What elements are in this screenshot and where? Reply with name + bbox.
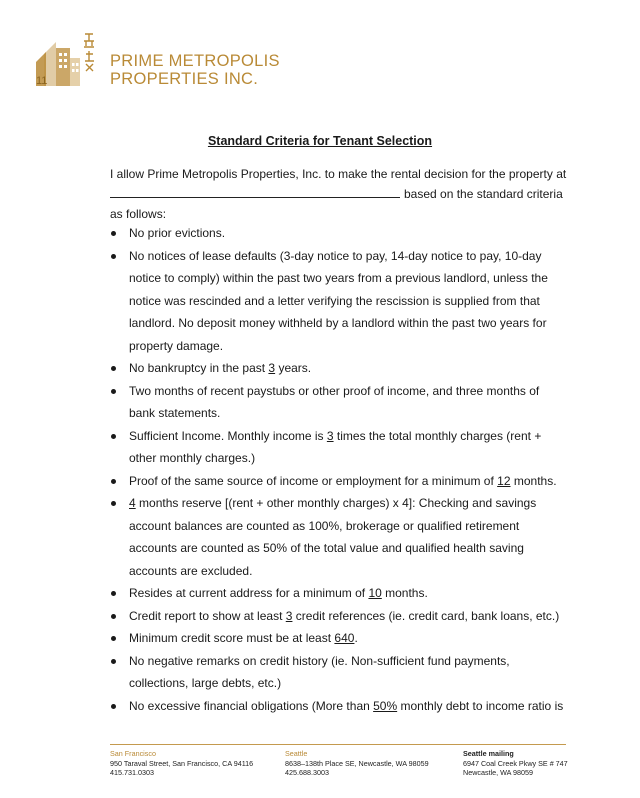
office-address: 8638–138th Place SE, Newcastle, WA 98059 — [285, 758, 429, 768]
criteria-text: No negative remarks on credit history (ie. Non-sufficient fund payments, collections, large debts, etc.) — [129, 653, 510, 690]
office-address: 950 Taraval Street, San Francisco, CA 94116 — [110, 758, 254, 768]
criteria-text: Minimum credit score must be at least — [129, 631, 335, 645]
criteria-text: Proof of the same source of income or employment for a minimum of — [129, 473, 498, 488]
criteria-list — [110, 222, 565, 717]
criteria-text: credit references (ie. credit card, bank loans, etc.) — [292, 608, 560, 623]
criteria-text: No prior evictions. — [129, 226, 226, 240]
criteria-item — [110, 357, 565, 380]
criteria-text: No bankruptcy in the past — [129, 361, 269, 375]
intro-after-blank: based on the standard criteria — [404, 187, 563, 201]
mailing-line-2: Newcastle, WA 98059 — [463, 768, 534, 777]
bankruptcy-years: 3 — [268, 361, 276, 375]
document-title: Standard Criteria for Tenant Selection — [207, 134, 433, 148]
svg-text:11: 11 — [36, 75, 48, 87]
criteria-item — [110, 222, 565, 245]
criteria-text: Two months of recent paystubs or other proof of income, and three months of bank statements. — [129, 383, 540, 420]
footer-divider — [110, 744, 566, 745]
criteria-item — [110, 627, 565, 650]
criteria-text: months. — [510, 473, 557, 488]
employment-months: 12 — [497, 473, 511, 488]
mailing-label: Seattle mailing — [463, 749, 514, 758]
criteria-text: Credit report to show at least — [129, 608, 286, 623]
criteria-text: years. — [275, 361, 312, 375]
criteria-text: times the total monthly charges (rent + other monthly charges.) — [129, 428, 542, 465]
criteria-item — [110, 380, 565, 425]
residence-months: 10 — [368, 586, 382, 600]
criteria-text: monthly debt to income ratio is — [397, 698, 564, 713]
income-multiple: 3 — [326, 428, 334, 443]
intro-line-2 — [110, 184, 570, 204]
criteria-item — [110, 245, 565, 358]
criteria-text: . — [354, 631, 358, 645]
intro-paragraph — [110, 164, 570, 224]
office-phone: 425.688.3003 — [285, 768, 329, 777]
letterhead — [30, 28, 430, 92]
criteria-item — [110, 470, 565, 493]
criteria-text: Resides at current address for a minimum of — [129, 586, 369, 600]
company-name-line1: PRIME METROPOLIS — [110, 52, 280, 70]
property-address-blank[interactable] — [110, 185, 400, 198]
office-city: Seattle — [285, 749, 308, 758]
criteria-item — [110, 650, 565, 695]
criteria-item — [110, 695, 565, 718]
criteria-text: months. — [381, 586, 428, 600]
criteria-item — [110, 582, 565, 605]
intro-line-1: I allow Prime Metropolis Properties, Inc. to make the rental decision for the property at — [110, 167, 567, 181]
criteria-text: Sufficient Income. Monthly income is — [129, 428, 327, 443]
footer-office-sf — [110, 749, 253, 778]
office-phone: 415.731.0303 — [110, 768, 154, 777]
criteria-text: No notices of lease defaults (3-day notice to pay, 14-day notice to pay, 10-day notice to comply) within the past two years from a previous landlord, unless the notice was rescinded and a letter verifying the rescission is supplied from that landlord. No deposit money withheld by a landlord within the past two years for property damage. — [129, 248, 548, 353]
credit-references-count: 3 — [285, 608, 293, 623]
footer-mailing-address — [463, 749, 568, 778]
intro-line-3: as follows: — [110, 207, 167, 221]
company-logo-icon — [30, 28, 110, 92]
reserve-months: 4 — [129, 496, 136, 510]
criteria-text: No excessive financial obligations (More than — [129, 698, 374, 713]
office-city: San Francisco — [110, 749, 156, 758]
criteria-item — [110, 492, 565, 582]
mailing-line-1: 6947 Coal Creek Pkwy SE # 747 — [463, 758, 568, 768]
debt-to-income-ratio: 50% — [373, 698, 398, 713]
criteria-text: months reserve [(rent + other monthly charges) x 4]: Checking and savings account balances are counted as 100%, brokerage or qualified retirement accounts are counted as 50% of the total value and qualified health saving accounts are excluded. — [129, 496, 537, 578]
footer-office-seattle — [285, 749, 429, 778]
criteria-item — [110, 605, 565, 628]
min-credit-score: 640 — [334, 631, 355, 645]
company-name-line2: PROPERTIES INC. — [110, 70, 259, 88]
criteria-item — [110, 425, 565, 470]
company-name — [110, 52, 280, 88]
